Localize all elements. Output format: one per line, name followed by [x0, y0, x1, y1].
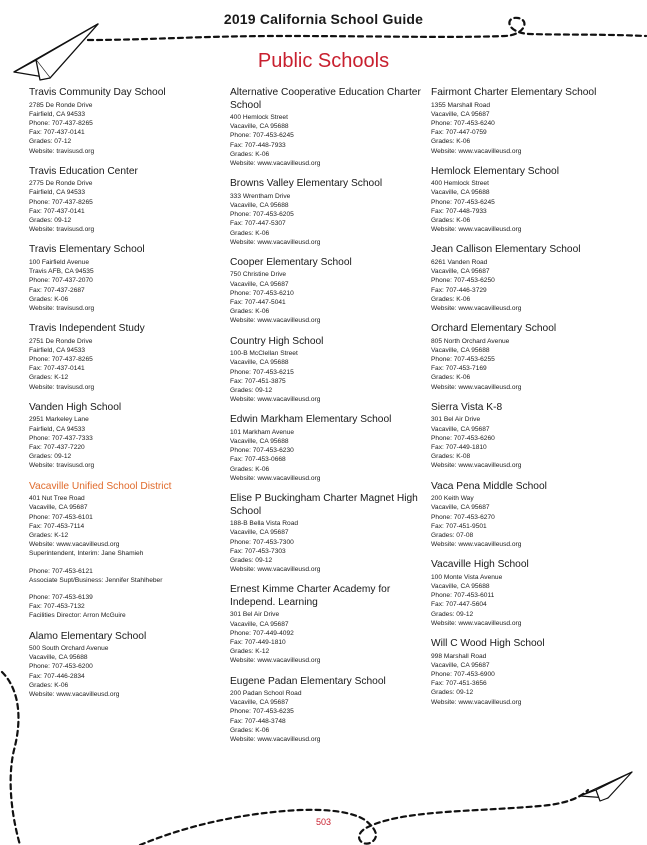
school-detail-line: Grades: 09-12 [431, 689, 474, 697]
school-detail-line: Phone: 707-453-6121 [29, 567, 93, 575]
spacer [29, 559, 221, 567]
school-name: Alternative Cooperative Education Charter School [230, 87, 421, 111]
school-entry [230, 336, 422, 405]
school-detail-line: Phone: 707-453-6235 [230, 708, 294, 716]
school-detail-line: Grades: K-06 [431, 295, 471, 303]
school-detail-line: Grades: K-06 [431, 374, 471, 382]
school-detail-line: Website: www.vacavilleusd.org [29, 691, 120, 699]
school-detail-line: Vacaville, CA 95688 [230, 438, 289, 446]
school-entry [29, 166, 221, 235]
district-entry [29, 481, 221, 621]
school-name: Cooper Elementary School [230, 256, 352, 268]
school-entry [29, 244, 221, 313]
school-detail-line: Vacaville, CA 95688 [431, 346, 490, 354]
school-detail-line: Grades: 09-12 [29, 217, 72, 225]
school-detail-line: Fax: 707-447-0759 [431, 129, 487, 137]
school-detail-line: Phone: 707-453-6260 [431, 434, 495, 442]
school-detail-line: Phone: 707-453-6215 [230, 368, 294, 376]
school-detail-line: Phone: 707-437-8265 [29, 356, 93, 364]
school-detail-line: Grades: K-12 [29, 374, 69, 382]
school-entry [230, 584, 422, 665]
school-detail-line: Grades: 07-12 [29, 138, 72, 146]
school-detail-line: Fax: 707-437-0141 [29, 129, 85, 137]
school-entry [29, 631, 221, 700]
school-detail-line: Website: www.vacavilleusd.org [230, 317, 321, 325]
school-entry [431, 323, 623, 392]
school-name: Vaca Pena Middle School [431, 480, 547, 492]
school-detail-line: Website: www.vacavilleusd.org [431, 383, 522, 391]
school-detail-line: Phone: 707-453-6230 [230, 447, 294, 455]
school-detail-line: Fax: 707-437-2687 [29, 286, 85, 294]
school-name: Orchard Elementary School [431, 323, 557, 335]
school-detail-line: 998 Marshall Road [431, 652, 487, 660]
school-detail-line: Website: www.vacavilleusd.org [230, 474, 321, 482]
school-detail-line: 101 Markham Avenue [230, 428, 295, 436]
school-detail-line: 2775 De Ronde Drive [29, 180, 93, 188]
school-detail-line: Fax: 707-448-3748 [230, 717, 286, 725]
school-name: Elise P Buckingham Charter Magnet High School [230, 493, 418, 517]
column-2 [230, 87, 422, 754]
school-detail-line: Website: www.vacavilleusd.org [431, 541, 522, 549]
school-detail-line: Fax: 707-449-1810 [431, 443, 487, 451]
school-detail-line: Website: travisusd.org [29, 462, 95, 470]
school-detail-line: Grades: K-06 [230, 465, 270, 473]
school-detail-line: Grades: K-06 [230, 308, 270, 316]
school-detail-line: Fax: 707-451-9501 [431, 522, 487, 530]
school-detail-line: Fax: 707-449-1810 [230, 638, 286, 646]
school-detail-line: Fax: 707-446-3729 [431, 286, 487, 294]
school-detail-line: Website: www.vacavilleusd.org [431, 698, 522, 706]
school-detail-line: Phone: 707-453-6205 [230, 211, 294, 219]
school-detail-line: Grades: K-06 [29, 295, 69, 303]
school-entry [431, 402, 623, 471]
school-detail-line: Grades: K-12 [29, 531, 69, 539]
school-detail-line: Grades: K-06 [230, 229, 270, 237]
school-name: Vacaville High School [431, 559, 529, 571]
school-detail-line: Grades: 09-12 [29, 453, 72, 461]
school-detail-line: Phone: 707-453-6245 [431, 198, 495, 206]
school-detail-line: 188-B Bella Vista Road [230, 520, 299, 528]
school-detail-line: Phone: 707-449-4092 [230, 629, 294, 637]
school-detail-line: Facilities Director: Arron McGuire [29, 612, 126, 620]
school-detail-line: Phone: 707-437-8265 [29, 119, 93, 127]
school-detail-line: Vacaville, CA 95687 [230, 620, 289, 628]
school-detail-line: Superintendent, Interim: Jane Shamieh [29, 550, 144, 558]
school-detail-line: 805 North Orchard Avenue [431, 337, 510, 345]
school-detail-line: Fax: 707-447-5041 [230, 299, 286, 307]
school-detail-line: 200 Keith Way [431, 495, 474, 503]
school-detail-line: Grades: K-06 [29, 681, 69, 689]
school-detail-line: Vacaville, CA 95687 [431, 661, 490, 669]
school-detail-line: Vacaville, CA 95687 [431, 504, 490, 512]
school-detail-line: Website: www.vacavilleusd.org [29, 541, 120, 549]
school-detail-line: Phone: 707-453-6270 [431, 513, 495, 521]
school-detail-line: Fax: 707-437-0141 [29, 365, 85, 373]
school-detail-line: Website: www.vacavilleusd.org [230, 160, 321, 168]
school-detail-line: 2951 Markeley Lane [29, 416, 89, 424]
school-detail-line: 301 Bel Air Drive [230, 611, 280, 619]
school-detail-line: Fax: 707-437-0141 [29, 207, 85, 215]
school-detail-line: Vacaville, CA 95688 [431, 583, 490, 591]
school-detail-line: Fax: 707-453-7169 [431, 365, 487, 373]
school-detail-line: Grades: K-12 [230, 648, 270, 656]
guide-title: 2019 California School Guide [223, 11, 424, 27]
school-detail-line: Phone: 707-437-2070 [29, 277, 93, 285]
school-entry [29, 323, 221, 392]
school-detail-line: 500 South Orchard Avenue [29, 645, 109, 653]
district-name: Vacaville Unified School District [29, 480, 172, 492]
school-name: Will C Wood High School [431, 638, 545, 650]
school-detail-line: Fax: 707-446-2834 [29, 672, 85, 680]
page-number: 503 [315, 817, 332, 827]
school-entry [431, 481, 623, 550]
school-detail-line: Phone: 707-453-6255 [431, 356, 495, 364]
school-detail-line: Travis AFB, CA 94535 [29, 268, 94, 276]
school-detail-line: Vacaville, CA 95687 [431, 110, 490, 118]
school-name: Travis Elementary School [29, 244, 145, 256]
section-title: Public Schools [257, 50, 390, 72]
school-detail-line: Fairfield, CA 94533 [29, 110, 86, 118]
school-detail-line: Website: www.vacavilleusd.org [230, 657, 321, 665]
school-detail-line: Fairfield, CA 94533 [29, 425, 86, 433]
school-detail-line: Vacaville, CA 95688 [431, 189, 490, 197]
school-detail-line: Grades: K-08 [431, 453, 471, 461]
school-detail-line: Website: travisusd.org [29, 304, 95, 312]
school-detail-line: Phone: 707-453-6240 [431, 119, 495, 127]
school-detail-line: 2751 De Ronde Drive [29, 337, 93, 345]
school-name: Vanden High School [29, 401, 122, 413]
school-detail-line: Fairfield, CA 94533 [29, 189, 86, 197]
school-detail-line: Vacaville, CA 95687 [431, 425, 490, 433]
school-name: Hemlock Elementary School [431, 165, 559, 177]
school-detail-line: Phone: 707-453-6139 [29, 593, 93, 601]
school-detail-line: Website: www.vacavilleusd.org [431, 147, 522, 155]
school-detail-line: Phone: 707-453-6011 [431, 592, 495, 600]
school-entry [230, 493, 422, 574]
school-detail-line: Phone: 707-437-8265 [29, 198, 93, 206]
school-name: Fairmont Charter Elementary School [431, 87, 597, 98]
school-detail-line: Website: www.vacavilleusd.org [230, 396, 321, 404]
school-name: Ernest Kimme Charter Academy for Independ. Learning [230, 584, 391, 608]
school-detail-line: Grades: K-06 [431, 217, 471, 225]
spacer [29, 585, 221, 593]
school-entry [29, 87, 221, 156]
school-entry [230, 257, 422, 326]
school-detail-line: Phone: 707-453-6900 [431, 670, 495, 678]
school-name: Jean Callison Elementary School [431, 244, 581, 256]
school-detail-line: Website: www.vacavilleusd.org [230, 238, 321, 246]
school-name: Travis Education Center [29, 165, 138, 177]
school-detail-line: Website: travisusd.org [29, 226, 95, 234]
school-entry [431, 87, 623, 156]
school-detail-line: Website: www.vacavilleusd.org [431, 462, 522, 470]
school-entry [431, 559, 623, 628]
school-detail-line: Grades: 09-12 [230, 556, 273, 564]
school-detail-line: Grades: K-06 [230, 726, 270, 734]
school-name: Country High School [230, 335, 324, 347]
school-detail-line: 2785 De Ronde Drive [29, 101, 93, 109]
column-1 [29, 87, 221, 709]
school-name: Sierra Vista K-8 [431, 401, 503, 413]
school-detail-line: 100 Fairfield Avenue [29, 258, 89, 266]
school-detail-line: Grades: 07-08 [431, 531, 474, 539]
school-detail-line: Phone: 707-453-6200 [29, 663, 93, 671]
school-detail-line: 100-B McClellan Street [230, 350, 298, 358]
school-detail-line: Grades: 09-12 [431, 610, 474, 618]
school-name: Travis Independent Study [29, 323, 145, 335]
school-detail-line: Website: www.vacavilleusd.org [230, 736, 321, 744]
school-name: Travis Community Day School [29, 87, 166, 98]
school-detail-line: Vacaville, CA 95688 [230, 123, 289, 131]
school-detail-line: Fax: 707-448-7933 [431, 207, 487, 215]
school-detail-line: Website: travisusd.org [29, 147, 95, 155]
school-detail-line: Website: www.vacavilleusd.org [230, 566, 321, 574]
school-detail-line: Grades: K-06 [230, 150, 270, 158]
school-detail-line: 401 Nut Tree Road [29, 495, 85, 503]
school-detail-line: Fax: 707-453-7114 [29, 522, 85, 530]
school-detail-line: Fax: 707-437-7220 [29, 443, 85, 451]
school-detail-line: Vacaville, CA 95688 [230, 201, 289, 209]
school-detail-line: Fax: 707-447-5604 [431, 601, 487, 609]
school-detail-line: Website: www.vacavilleusd.org [431, 304, 522, 312]
school-detail-line: 100 Monte Vista Avenue [431, 573, 503, 581]
school-detail-line: Fairfield, CA 94533 [29, 346, 86, 354]
school-entry [230, 87, 422, 168]
column-3 [431, 87, 623, 717]
school-detail-line: 400 Hemlock Street [431, 180, 489, 188]
school-detail-line: Associate Supt/Business: Jennifer Stahlheber [29, 576, 163, 584]
school-entry [29, 402, 221, 471]
school-detail-line: 1355 Marshall Road [431, 101, 491, 109]
school-detail-line: Fax: 707-448-7933 [230, 141, 286, 149]
school-detail-line: 750 Christine Drive [230, 271, 287, 279]
school-entry [431, 166, 623, 235]
school-detail-line: 333 Wrentham Drive [230, 192, 291, 200]
school-detail-line: Phone: 707-453-6250 [431, 277, 495, 285]
school-entry [431, 244, 623, 313]
school-detail-line: 400 Hemlock Street [230, 114, 288, 121]
school-detail-line: Phone: 707-453-6210 [230, 289, 294, 297]
school-detail-line: 200 Padan School Road [230, 690, 302, 698]
school-name: Browns Valley Elementary School [230, 178, 383, 190]
school-detail-line: Phone: 707-453-7300 [230, 538, 294, 546]
school-entry [230, 178, 422, 247]
school-detail-line: Phone: 707-437-7333 [29, 434, 93, 442]
school-detail-line: Phone: 707-453-6101 [29, 513, 93, 521]
school-entry [230, 676, 422, 745]
school-detail-line: Phone: 707-453-6245 [230, 132, 294, 140]
school-detail-line: Website: travisusd.org [29, 383, 95, 391]
school-name: Edwin Markham Elementary School [230, 414, 392, 426]
school-name: Alamo Elementary School [29, 630, 147, 642]
school-name: Eugene Padan Elementary School [230, 675, 386, 687]
school-detail-line: Website: www.vacavilleusd.org [431, 619, 522, 627]
school-detail-line: Fax: 707-451-3875 [230, 377, 286, 385]
school-detail-line: Vacaville, CA 95687 [230, 280, 289, 288]
school-detail-line: Vacaville, CA 95687 [230, 529, 289, 537]
school-entry [230, 414, 422, 483]
school-detail-line: Fax: 707-453-0668 [230, 456, 286, 464]
paper-plane-icon [578, 768, 634, 804]
school-detail-line: Fax: 707-453-7132 [29, 603, 85, 611]
school-detail-line: Grades: 09-12 [230, 386, 273, 394]
school-detail-line: Fax: 707-447-5307 [230, 220, 286, 228]
school-detail-line: Fax: 707-453-7303 [230, 547, 286, 555]
school-detail-line: Vacaville, CA 95687 [431, 268, 490, 276]
school-detail-line: Fax: 707-451-3656 [431, 680, 487, 688]
school-detail-line: Website: www.vacavilleusd.org [431, 226, 522, 234]
school-detail-line: 301 Bel Air Drive [431, 416, 481, 424]
school-detail-line: Vacaville, CA 95687 [29, 504, 88, 512]
school-detail-line: Grades: K-06 [431, 138, 471, 146]
school-detail-line: Vacaville, CA 95687 [230, 699, 289, 707]
school-detail-line: Vacaville, CA 95688 [29, 654, 88, 662]
school-detail-line: Vacaville, CA 95688 [230, 359, 289, 367]
school-detail-line: 6261 Vanden Road [431, 258, 488, 266]
school-entry [431, 638, 623, 707]
